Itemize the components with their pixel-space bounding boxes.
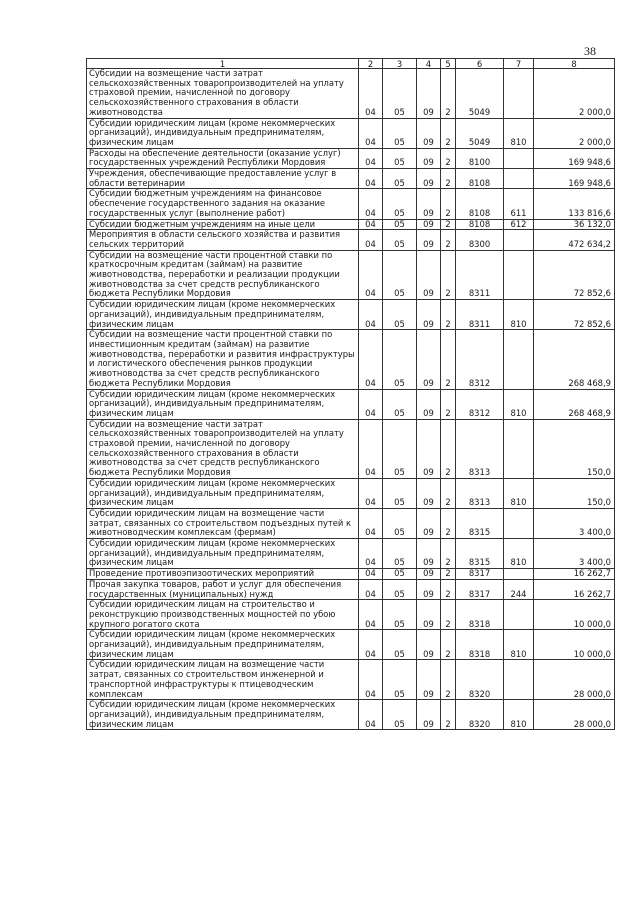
code-expense-type-cell [504, 330, 534, 389]
code-program-cell: 2 [441, 230, 456, 250]
code-program-cell: 2 [441, 389, 456, 419]
code-subsection-cell: 09 [417, 300, 441, 330]
code-target-cell: 8312 [456, 389, 504, 419]
code-expense-type-cell: 810 [504, 389, 534, 419]
code-admin-cell: 04 [359, 189, 383, 219]
column-header: 4 [417, 59, 441, 69]
code-expense-type-cell [504, 250, 534, 300]
amount-cell: 2 000,0 [534, 69, 615, 119]
code-program-cell: 2 [441, 219, 456, 230]
row-name-cell: Расходы на обеспечение деятельности (оказание услуг) государственных учреждений Республики Мордовия [87, 148, 359, 168]
row-name-cell: Субсидии бюджетным учреждениям на иные цели [87, 219, 359, 230]
code-admin-cell: 04 [359, 118, 383, 148]
code-target-cell: 8317 [456, 569, 504, 580]
code-expense-type-cell [504, 148, 534, 168]
code-admin-cell: 04 [359, 250, 383, 300]
code-admin-cell: 04 [359, 330, 383, 389]
amount-cell: 472 634,2 [534, 230, 615, 250]
code-subsection-cell: 09 [417, 419, 441, 478]
code-target-cell: 8108 [456, 169, 504, 189]
code-program-cell: 2 [441, 508, 456, 538]
code-target-cell: 8313 [456, 419, 504, 478]
code-subsection-cell: 09 [417, 219, 441, 230]
code-section-cell: 05 [383, 579, 417, 599]
code-target-cell: 8317 [456, 579, 504, 599]
code-expense-type-cell [504, 69, 534, 119]
code-subsection-cell: 09 [417, 118, 441, 148]
amount-cell: 3 400,0 [534, 508, 615, 538]
amount-cell: 72 852,6 [534, 300, 615, 330]
amount-cell: 268 468,9 [534, 389, 615, 419]
code-admin-cell: 04 [359, 148, 383, 168]
code-subsection-cell: 09 [417, 539, 441, 569]
code-subsection-cell: 09 [417, 189, 441, 219]
code-expense-type-cell: 611 [504, 189, 534, 219]
code-expense-type-cell: 810 [504, 700, 534, 730]
code-subsection-cell: 09 [417, 389, 441, 419]
table-row [87, 660, 615, 700]
code-target-cell: 8315 [456, 539, 504, 569]
table-row [87, 69, 615, 119]
code-admin-cell: 04 [359, 569, 383, 580]
code-admin-cell: 04 [359, 700, 383, 730]
code-program-cell: 2 [441, 539, 456, 569]
row-name-cell: Прочая закупка товаров, работ и услуг для обеспечения государственных (муниципальных) нужд [87, 579, 359, 599]
code-subsection-cell: 09 [417, 700, 441, 730]
code-target-cell: 8300 [456, 230, 504, 250]
code-expense-type-cell: 810 [504, 630, 534, 660]
column-header: 7 [504, 59, 534, 69]
code-section-cell: 05 [383, 508, 417, 538]
row-name-cell: Субсидии юридическим лицам (кроме некоммерческих организаций), индивидуальным предпринимателям, физическим лицам [87, 700, 359, 730]
row-name-cell: Субсидии на возмещение части процентной ставки по инвестиционным кредитам (займам) на развитие животноводства, переработки и развития инфраструктуры и логистического обеспечения рынков продукции животноводства за счет средств республиканского бюджета Республики Мордовия [87, 330, 359, 389]
code-expense-type-cell [504, 600, 534, 630]
code-section-cell: 05 [383, 630, 417, 660]
code-expense-type-cell [504, 508, 534, 538]
amount-cell: 169 948,6 [534, 148, 615, 168]
code-program-cell: 2 [441, 600, 456, 630]
table-row [87, 539, 615, 569]
code-admin-cell: 04 [359, 508, 383, 538]
code-expense-type-cell: 810 [504, 118, 534, 148]
amount-cell: 133 816,6 [534, 189, 615, 219]
table-row [87, 230, 615, 250]
code-target-cell: 8313 [456, 478, 504, 508]
code-program-cell: 2 [441, 569, 456, 580]
code-program-cell: 2 [441, 169, 456, 189]
page-number: 38 [584, 44, 596, 58]
code-section-cell: 05 [383, 539, 417, 569]
column-header: 8 [534, 59, 615, 69]
column-header: 5 [441, 59, 456, 69]
code-subsection-cell: 09 [417, 630, 441, 660]
code-target-cell: 8108 [456, 189, 504, 219]
code-target-cell: 8320 [456, 700, 504, 730]
amount-cell: 36 132,0 [534, 219, 615, 230]
code-program-cell: 2 [441, 478, 456, 508]
code-subsection-cell: 09 [417, 569, 441, 580]
row-name-cell: Субсидии на возмещение части затрат сельскохозяйственных товаропроизводителей на уплату страховой премии, начисленной по договору сельскохозяйственного страхования в области животноводства [87, 69, 359, 119]
code-program-cell: 2 [441, 69, 456, 119]
code-section-cell: 05 [383, 419, 417, 478]
code-expense-type-cell: 810 [504, 478, 534, 508]
code-section-cell: 05 [383, 148, 417, 168]
table-row [87, 189, 615, 219]
code-target-cell: 8311 [456, 250, 504, 300]
row-name-cell: Проведение противоэпизоотических мероприятий [87, 569, 359, 580]
code-target-cell: 8315 [456, 508, 504, 538]
code-program-cell: 2 [441, 579, 456, 599]
code-program-cell: 2 [441, 700, 456, 730]
code-program-cell: 2 [441, 148, 456, 168]
code-admin-cell: 04 [359, 630, 383, 660]
amount-cell: 16 262,7 [534, 569, 615, 580]
code-subsection-cell: 09 [417, 69, 441, 119]
code-program-cell: 2 [441, 189, 456, 219]
row-name-cell: Субсидии юридическим лицам (кроме некоммерческих организаций), индивидуальным предпринимателям, физическим лицам [87, 630, 359, 660]
code-program-cell: 2 [441, 630, 456, 660]
code-target-cell: 8311 [456, 300, 504, 330]
table-row [87, 419, 615, 478]
code-program-cell: 2 [441, 330, 456, 389]
row-name-cell: Субсидии юридическим лицам на возмещение части затрат, связанных со строительством инженерной и транспортной инфраструктуры к птицеводческим комплексам [87, 660, 359, 700]
code-section-cell: 05 [383, 600, 417, 630]
code-section-cell: 05 [383, 660, 417, 700]
code-section-cell: 05 [383, 569, 417, 580]
table-row [87, 219, 615, 230]
row-name-cell: Учреждения, обеспечивающие предоставление услуг в области ветеринарии [87, 169, 359, 189]
code-target-cell: 5049 [456, 118, 504, 148]
code-section-cell: 05 [383, 230, 417, 250]
amount-cell: 169 948,6 [534, 169, 615, 189]
code-subsection-cell: 09 [417, 579, 441, 599]
row-name-cell: Субсидии юридическим лицам (кроме некоммерческих организаций), индивидуальным предпринимателям, физическим лицам [87, 478, 359, 508]
code-admin-cell: 04 [359, 230, 383, 250]
code-expense-type-cell [504, 419, 534, 478]
code-expense-type-cell: 810 [504, 300, 534, 330]
amount-cell: 3 400,0 [534, 539, 615, 569]
code-expense-type-cell: 810 [504, 539, 534, 569]
code-admin-cell: 04 [359, 539, 383, 569]
amount-cell: 10 000,0 [534, 600, 615, 630]
table-row [87, 700, 615, 730]
code-subsection-cell: 09 [417, 478, 441, 508]
row-name-cell: Субсидии бюджетным учреждениям на финансовое обеспечение государственного задания на оказание государственных услуг (выполнение работ) [87, 189, 359, 219]
amount-cell: 150,0 [534, 478, 615, 508]
row-name-cell: Субсидии юридическим лицам (кроме некоммерческих организаций), индивидуальным предпринимателям, физическим лицам [87, 118, 359, 148]
amount-cell: 268 468,9 [534, 330, 615, 389]
code-section-cell: 05 [383, 300, 417, 330]
code-expense-type-cell [504, 569, 534, 580]
code-subsection-cell: 09 [417, 148, 441, 168]
row-name-cell: Субсидии юридическим лицам (кроме некоммерческих организаций), индивидуальным предпринимателям, физическим лицам [87, 539, 359, 569]
code-admin-cell: 04 [359, 478, 383, 508]
code-subsection-cell: 09 [417, 600, 441, 630]
table-row [87, 579, 615, 599]
amount-cell: 28 000,0 [534, 700, 615, 730]
code-section-cell: 05 [383, 118, 417, 148]
code-target-cell: 8318 [456, 600, 504, 630]
column-header: 3 [383, 59, 417, 69]
amount-cell: 2 000,0 [534, 118, 615, 148]
code-program-cell: 2 [441, 250, 456, 300]
code-admin-cell: 04 [359, 419, 383, 478]
table-row [87, 630, 615, 660]
code-expense-type-cell: 612 [504, 219, 534, 230]
code-section-cell: 05 [383, 189, 417, 219]
table-row [87, 600, 615, 630]
table-row [87, 148, 615, 168]
code-target-cell: 8100 [456, 148, 504, 168]
table-header-row [87, 59, 615, 69]
code-section-cell: 05 [383, 330, 417, 389]
table-row [87, 250, 615, 300]
row-name-cell: Субсидии юридическим лицам (кроме некоммерческих организаций), индивидуальным предпринимателям, физическим лицам [87, 389, 359, 419]
code-admin-cell: 04 [359, 69, 383, 119]
table-row [87, 569, 615, 580]
row-name-cell: Мероприятия в области сельского хозяйства и развития сельских территорий [87, 230, 359, 250]
code-admin-cell: 04 [359, 169, 383, 189]
row-name-cell: Субсидии на возмещение части процентной ставки по краткосрочным кредитам (займам) на развитие животноводства, переработки и реализации продукции животноводства за счет средств республиканского бюджета Республики Мордовия [87, 250, 359, 300]
table-row [87, 389, 615, 419]
code-section-cell: 05 [383, 250, 417, 300]
amount-cell: 28 000,0 [534, 660, 615, 700]
code-section-cell: 05 [383, 69, 417, 119]
table-row [87, 330, 615, 389]
amount-cell: 16 262,7 [534, 579, 615, 599]
table-row [87, 169, 615, 189]
row-name-cell: Субсидии на возмещение части затрат сельскохозяйственных товаропроизводителей на уплату страховой премии, начисленной по договору сельскохозяйственного страхования в области животноводства за счет средств республиканского бюджета Республики Мордовия [87, 419, 359, 478]
row-name-cell: Субсидии юридическим лицам (кроме некоммерческих организаций), индивидуальным предпринимателям, физическим лицам [87, 300, 359, 330]
table-row [87, 508, 615, 538]
table-body [87, 69, 615, 730]
row-name-cell: Субсидии юридическим лицам на возмещение части затрат, связанных со строительством подъездных путей к животноводческим комплексам (фермам) [87, 508, 359, 538]
code-expense-type-cell [504, 660, 534, 700]
code-target-cell: 8320 [456, 660, 504, 700]
column-header: 1 [87, 59, 359, 69]
code-subsection-cell: 09 [417, 169, 441, 189]
code-target-cell: 8318 [456, 630, 504, 660]
code-section-cell: 05 [383, 219, 417, 230]
code-admin-cell: 04 [359, 579, 383, 599]
code-expense-type-cell: 244 [504, 579, 534, 599]
amount-cell: 150,0 [534, 419, 615, 478]
code-target-cell: 8312 [456, 330, 504, 389]
row-name-cell: Субсидии юридическим лицам на строительство и реконструкцию производственных мощностей по убою крупного рогатого скота [87, 600, 359, 630]
code-section-cell: 05 [383, 389, 417, 419]
code-expense-type-cell [504, 169, 534, 189]
amount-cell: 10 000,0 [534, 630, 615, 660]
code-program-cell: 2 [441, 660, 456, 700]
code-subsection-cell: 09 [417, 250, 441, 300]
column-header: 2 [359, 59, 383, 69]
code-subsection-cell: 09 [417, 330, 441, 389]
code-admin-cell: 04 [359, 219, 383, 230]
code-program-cell: 2 [441, 118, 456, 148]
code-target-cell: 8108 [456, 219, 504, 230]
table-row [87, 300, 615, 330]
column-header: 6 [456, 59, 504, 69]
code-admin-cell: 04 [359, 600, 383, 630]
code-subsection-cell: 09 [417, 660, 441, 700]
table-row [87, 478, 615, 508]
code-admin-cell: 04 [359, 389, 383, 419]
budget-table [86, 58, 615, 730]
code-subsection-cell: 09 [417, 230, 441, 250]
code-expense-type-cell [504, 230, 534, 250]
code-subsection-cell: 09 [417, 508, 441, 538]
code-admin-cell: 04 [359, 660, 383, 700]
code-admin-cell: 04 [359, 300, 383, 330]
code-target-cell: 5049 [456, 69, 504, 119]
code-program-cell: 2 [441, 419, 456, 478]
code-program-cell: 2 [441, 300, 456, 330]
amount-cell: 72 852,6 [534, 250, 615, 300]
code-section-cell: 05 [383, 700, 417, 730]
table-row [87, 118, 615, 148]
code-section-cell: 05 [383, 169, 417, 189]
code-section-cell: 05 [383, 478, 417, 508]
